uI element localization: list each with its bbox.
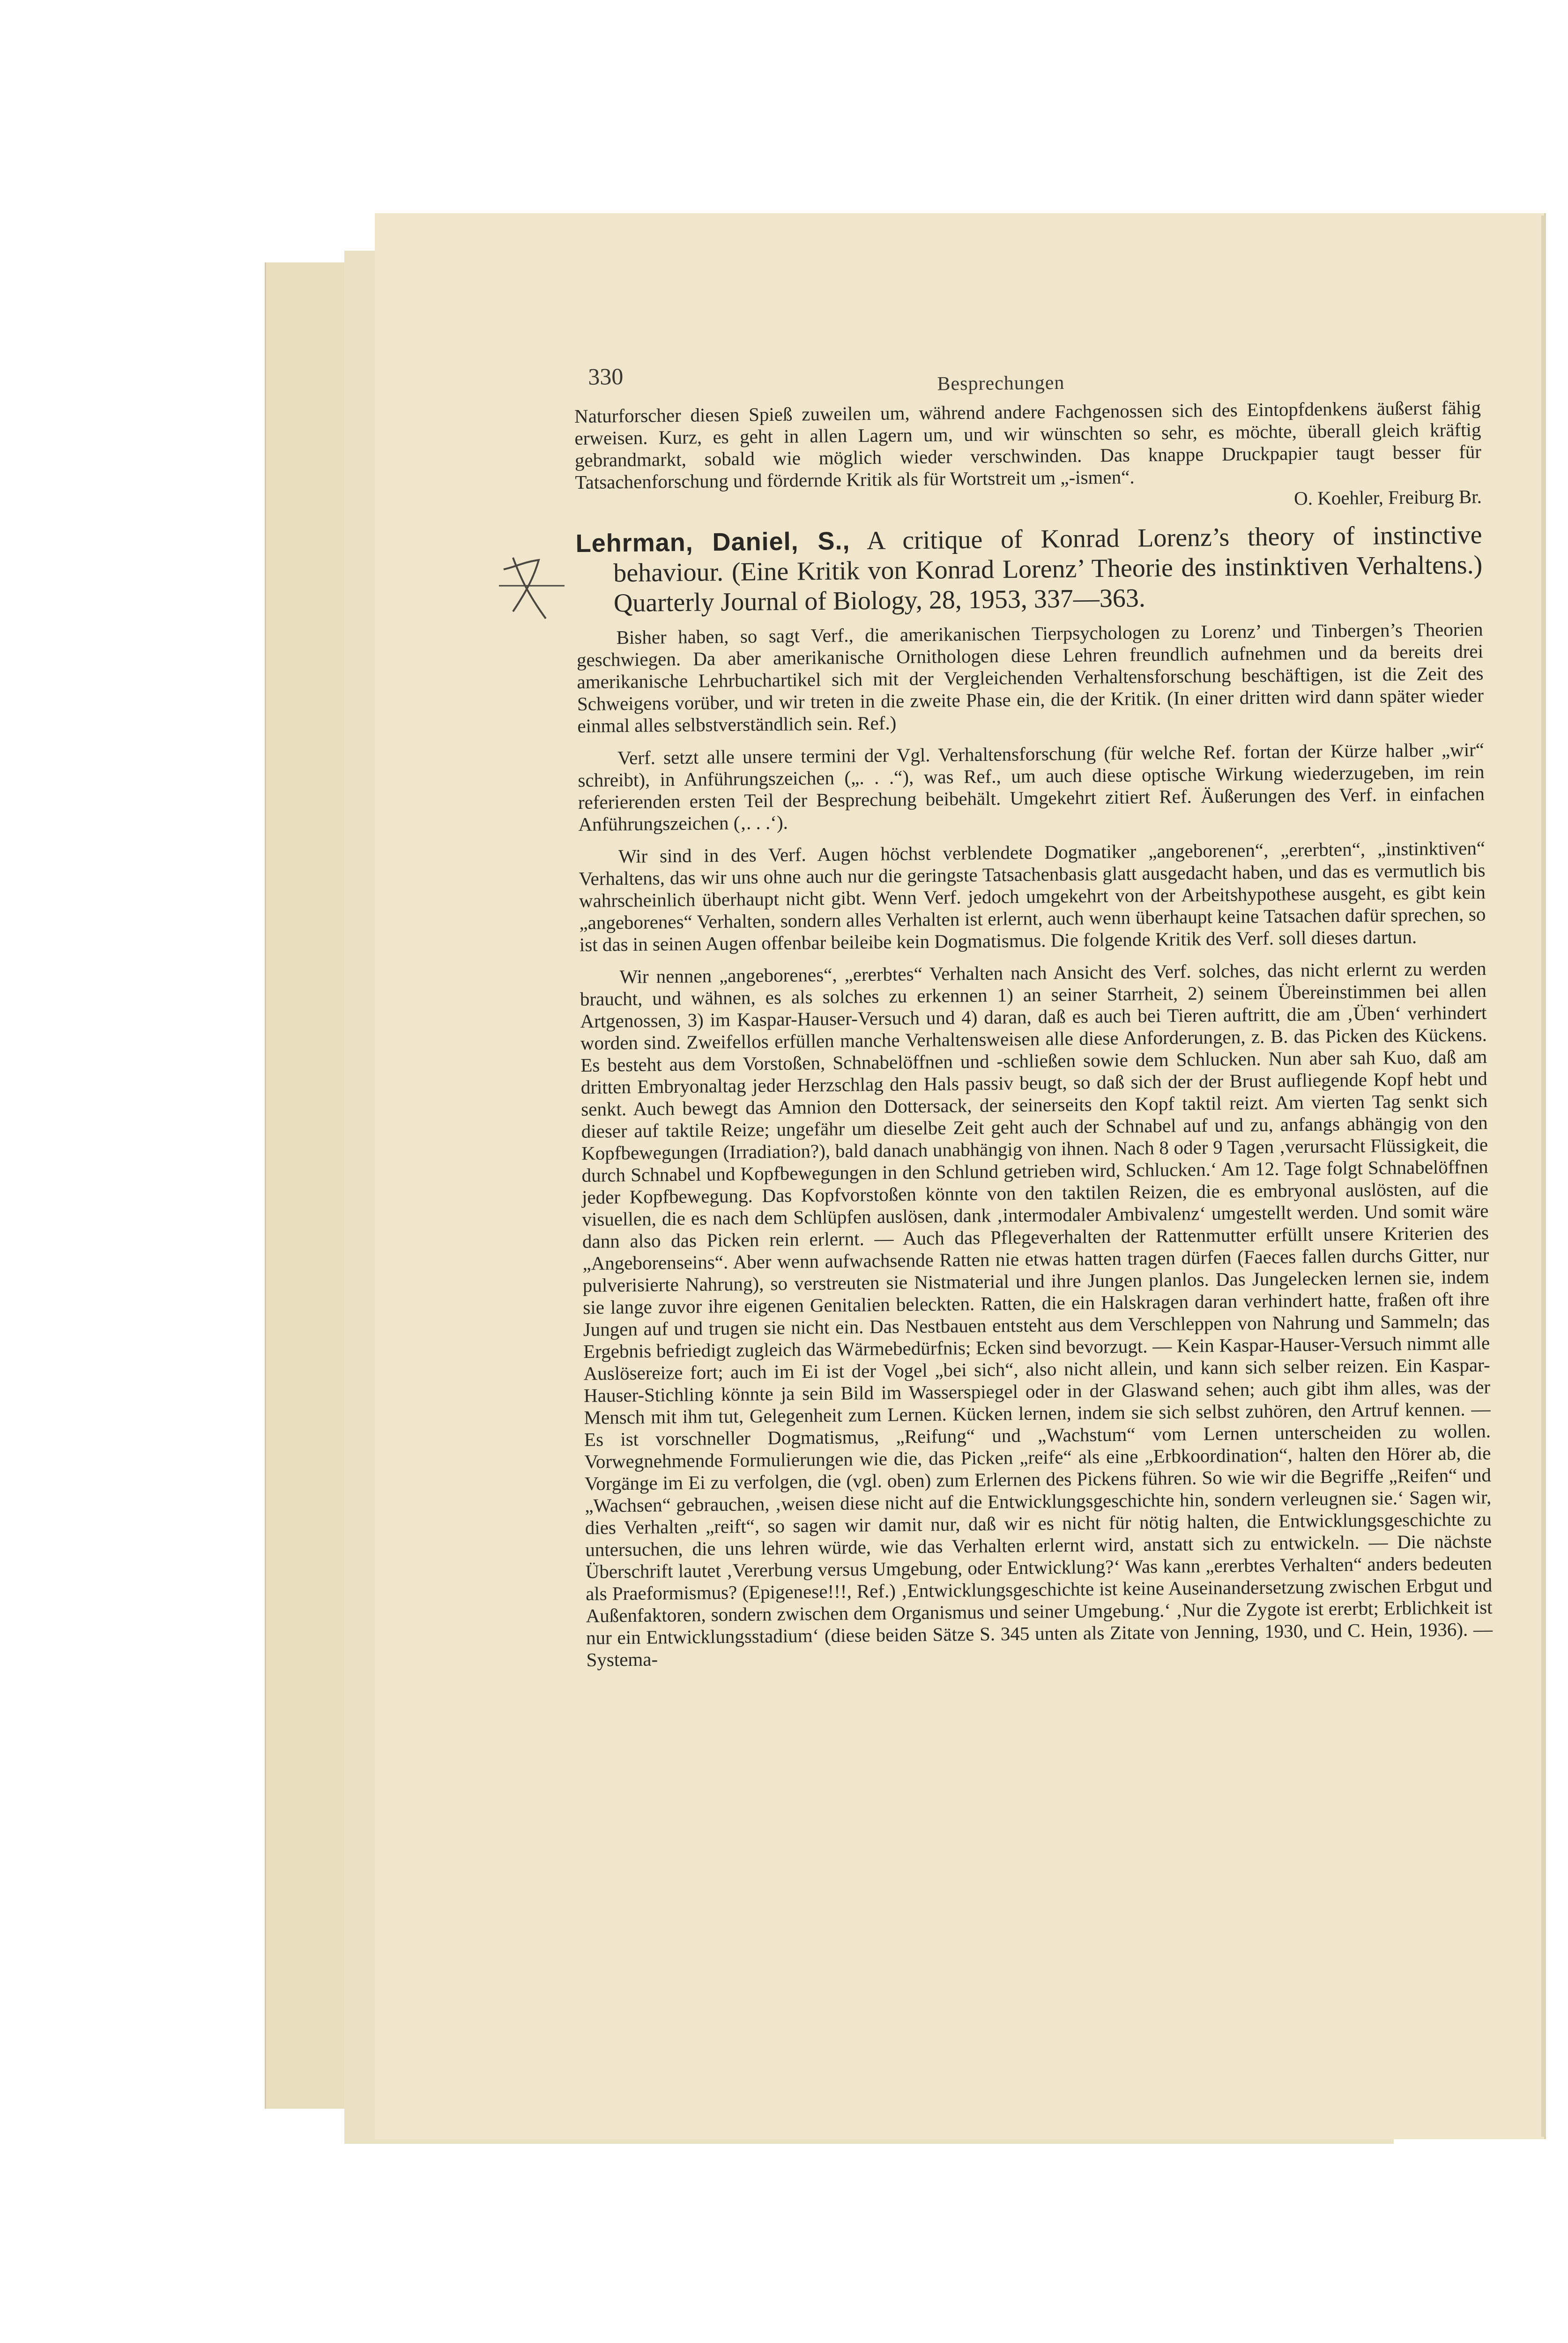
section-title: Besprechungen	[937, 372, 1065, 395]
bibliographic-entry	[575, 520, 1483, 619]
paragraph-1: Bisher haben, so sagt Verf., die amerikanischen Tierpsychologen zu Lorenz’ und Tinbergen’s Theorien geschwiegen. Da aber amerikanische Ornithologen diese Lehren freundlich aufnehmen und da bereits drei amerikanische Lehrbuchartikel sich mit der Vergleichenden Verhaltensforschung beschäftigen, ist die Zeit des Schweigens vorüber, und wir treten in die zweite Phase ein, die der Kritik. (In einer dritten wird dann später wieder einmal alles selbstverständlich sein. Ref.)	[576, 618, 1484, 737]
paragraph-3: Wir sind in des Verf. Augen höchst verblendete Dogmatiker „angeborenen“, „ererbten“, „instinktiven“ Verhaltens, das wir uns ohne auch nur die geringste Tatsachenbasis glatt ausgedacht haben, und das es vermutlich bis wahrscheinlich überhaupt nicht gibt. Wenn Verf. jedoch umgekehrt von der Arbeitshypothese ausgeht, es gibt kein „angeborenes“ Verhalten, sondern alles Verhalten ist erlernt, auch wenn überhaupt keine Tatsachen dafür sprechen, so ist das in seinen Augen offenbar beileibe kein Dogmatismus. Die folgende Kritik des Verf. soll dieses dartun.	[579, 837, 1486, 955]
reviewer-signature: O. Koehler, Freiburg Br.	[1293, 485, 1482, 509]
handwritten-mark-icon	[494, 548, 565, 623]
page-number: 330	[588, 363, 624, 390]
page-content	[574, 354, 1493, 1671]
paragraph-2: Verf. setzt alle unsere termini der Vgl. Verhaltensforschung (für welche Ref. fortan der Kürze halber „wir“ schreibt), in Anführungszeichen („. . .“), was Ref., um auch diese optische Wirkung wiederzugeben, im rein referierenden ersten Teil der Besprechung beibehält. Umgekehrt zitiert Ref. Äußerungen des Verf. in einfachen Anführungszeichen (‚. . .‘).	[578, 739, 1485, 835]
entry-title: A critique of Konrad Lorenz’s theory of instinctive behaviour. (Eine Kritik von Konrad Lorenz’ Theorie des instinktiven Verhaltens.) Quarterly Journal of Biology, 28, 1953, 337—363.	[613, 520, 1483, 618]
previous-review-tail: Naturforscher diesen Spieß zuweilen um, während andere Fachgenossen sich des Eintopfdenkens äußerst fähig erweisen. Kurz, es geht in allen Lagern um, und wir wünschten so sehr, es möchte, überall gleich kräftig gebrandmarkt, sobald wie möglich wieder verschwinden. Das knappe Druckpapier taugt besser für Tatsachenforschung und fördernde Kritik als für Wortstreit um „-ismen“.	[574, 396, 1482, 493]
page-edge	[1541, 216, 1546, 2137]
entry-author: Lehrman, Daniel, S.,	[575, 527, 850, 558]
paragraph-4: Wir nennen „angeborenes“, „ererbtes“ Verhalten nach Ansicht des Verf. solches, das nicht erlernt zu werden braucht, und wähnen, es als solches zu erkennen 1) an seiner Starrheit, 2) seinem Übereinstimmen bei allen Artgenossen, 3) im Kaspar-Hauser-Versuch und 4) daran, daß es auch bei Tieren auftritt, die am ‚Üben‘ verhindert worden sind. Zweifellos erfüllen manche Verhaltensweisen alle diese Anforderungen, z. B. das Picken des Kückens. Es besteht aus dem Vorstoßen, Schnabelöffnen und -schließen sowie dem Schlucken. Nun aber sah Kuo, daß am dritten Embryonaltag jeder Herzschlag den Hals passiv beugt, so daß sich der der Brust aufliegende Kopf hebt und senkt. Auch bewegt das Amnion den Dottersack, der seinerseits den Kopf taktil reizt. Am vierten Tag senkt sich dieser auf taktile Reize; ungefähr um dieselbe Zeit geht auch der Schnabel auf und zu, anfangs abhängig von den Kopfbewegungen (Irradiation?), bald danach unabhängig von ihnen. Nach 8 oder 9 Tagen ‚verursacht Flüssigkeit, die durch Schnabel und Kopfbewegungen in den Schlund getrieben wird, Schlucken.‘ Am 12. Tage folgt Schnabelöffnen jeder Kopfbewegung. Das Kopfvorstoßen könnte von den taktilen Reizen, die es embryonal auslösten, auf die visuellen, die es nach dem Schlüpfen auslösen, dank ‚intermodaler Ambivalenz‘ umgestellt werden. Und somit wäre dann also das Picken rein erlernt. — Auch das Pflegeverhalten der Rattenmutter erfüllt unsere Kriterien des „Angeborenseins“. Aber wenn aufwachsende Ratten nie etwas hatten tragen dürfen (Faeces fallen durchs Gitter, nur pulverisierte Nahrung), so verstreuten sie Nistmaterial und ihre Jungen planlos. Das Jungelecken lernen sie, indem sie lange zuvor ihre eigenen Genitalien beleckten. Ratten, die ein Halskragen daran verhindert hatte, fraßen oft ihre Jungen auf und trugen sie nicht ein. Das Nestbauen entsteht aus dem Verschleppen von Nahrung und Sammeln; das Ergebnis befriedigt zugleich das Wärmebedürfnis; Ecken sind bevorzugt. — Kein Kaspar-Hauser-Versuch nimmt alle Auslösereize fort; auch im Ei ist der Vogel „bei sich“, also nicht allein, und kann sich selber reizen. Ein Kaspar-Hauser-Stichling könnte ja sein Bild im Wasserspiegel oder in der Glaswand sehen; auch gibt ihm alles, was der Mensch mit ihm tut, Gelegenheit zum Lernen. Kücken lernen, indem sie sich selbst zuhören, den Artruf kennen. — Es ist vorschneller Dogmatismus, „Reifung“ und „Wachstum“ vom Lernen unterscheiden zu wollen. Vorwegnehmende Formulierungen wie die, das Picken „reife“ als eine „Erbkoordination“, halten den Hörer ab, die Vorgänge im Ei zu verfolgen, die (vgl. oben) zum Erlernen des Pickens führen. So wie wir die Begriffe „Reifen“ und „Wachsen“ gebrauchen, ‚weisen diese nicht auf die Entwicklungsgeschichte hin, sondern verleugnen sie.‘ Sagen wir, dies Verhalten „reift“, so sagen wir damit nur, daß wir es nicht für nötig halten, die Entwicklungsgeschichte zu untersuchen, die uns lehren würde, wie das Verhalten erlernt wird, anstatt sich zu entwickeln. — Die nächste Überschrift lautet ‚Vererbung versus Umgebung, oder Entwicklung?‘ Was kann „ererbtes Verhalten“ anders bedeuten als Praeformismus? (Epigenese!!!, Ref.) ‚Entwicklungsgeschichte ist keine Auseinandersetzung zwischen Erbgut und Außenfaktoren, sondern zwischen dem Organismus und seiner Umgebung.‘ ‚Nur die Zygote ist ererbt; Erblichkeit ist nur ein Entwicklungsstadium‘ (diese beiden Sätze S. 345 unten als Zitate von Jenning, 1930, und C. Hein, 1936). — Systema-	[580, 957, 1493, 1671]
review-body	[576, 618, 1493, 1671]
running-head	[574, 354, 1481, 405]
